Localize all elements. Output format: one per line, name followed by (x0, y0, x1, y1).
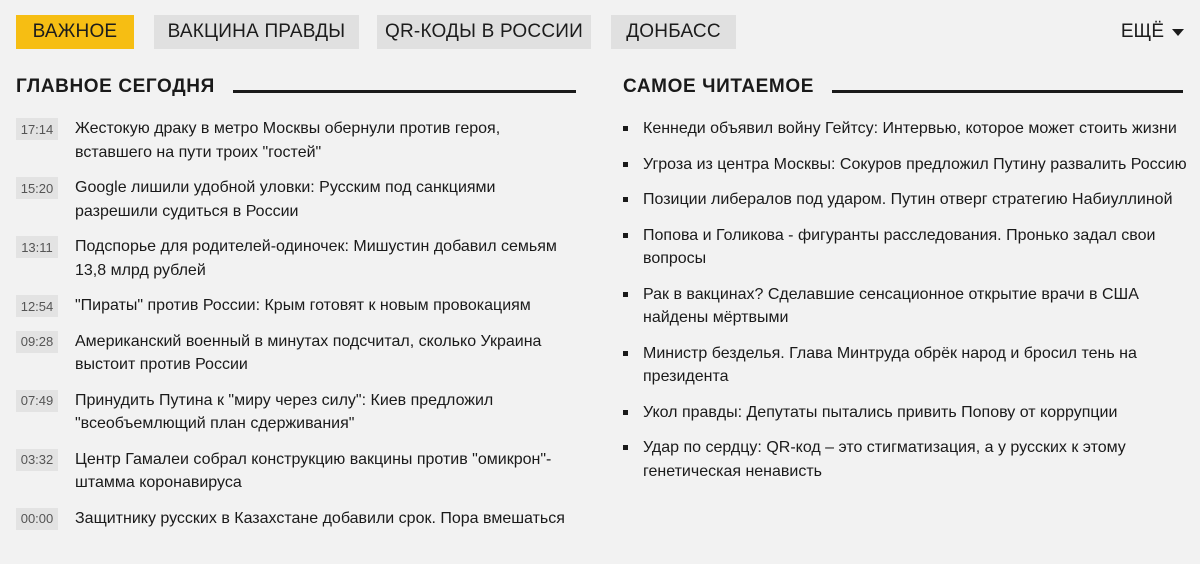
news-time: 09:28 (16, 331, 58, 353)
bullet-icon (623, 445, 628, 450)
news-time: 00:00 (16, 508, 58, 530)
most-read-link[interactable]: Рак в вакцинах? Сделавшие сенсационное открытие врачи в США найдены мёртвыми (643, 285, 1139, 326)
bullet-icon (623, 126, 628, 131)
most-read-link[interactable]: Позиции либералов под ударом. Путин отверг стратегию Набиуллиной (643, 191, 1173, 208)
most-read-link[interactable]: Кеннеди объявил войну Гейтсу: Интервью, которое может стоить жизни (643, 120, 1177, 137)
most-read-link[interactable]: Угроза из центра Москвы: Сокуров предложил Путину развалить Россию (643, 155, 1187, 173)
list-item (623, 401, 1187, 425)
news-item (16, 507, 576, 531)
bullet-icon (623, 162, 628, 167)
bullet-icon (623, 410, 628, 415)
list-item (623, 342, 1187, 389)
chevron-down-icon (1172, 29, 1184, 36)
news-headline-link[interactable]: Принудить Путина к "миру через силу": Киев предложил "всеобъемлющий план сдерживания" (75, 391, 494, 432)
most-read-link[interactable]: Попова и Голикова - фигуранты расследования. Пронько задал свои вопросы (643, 226, 1156, 267)
most-read-title: САМОЕ ЧИТАЕМОЕ (623, 76, 815, 97)
news-headline-link[interactable]: "Пираты" против России: Крым готовят к новым провокациям (75, 297, 531, 314)
list-item (623, 153, 1187, 177)
main-today-header (16, 74, 576, 100)
news-item (16, 176, 576, 223)
news-headline-link[interactable]: Подспорье для родителей-одиночек: Мишустин добавил семьям 13,8 млрд рублей (75, 238, 557, 279)
tab-donbass[interactable]: ДОНБАСС (611, 15, 736, 49)
news-headline-link[interactable]: Американский военный в минутах подсчитал, сколько Украина выстоит против России (75, 332, 542, 373)
more-menu-button[interactable] (1121, 15, 1184, 49)
list-item (623, 224, 1187, 271)
list-item (623, 117, 1187, 141)
most-read-link[interactable]: Министр безделья. Глава Минтруда обрёк народ и бросил тень на президента (643, 344, 1137, 385)
most-read-header (623, 74, 1183, 100)
main-today-list (16, 117, 576, 542)
list-item (623, 436, 1187, 483)
bullet-icon (623, 197, 628, 202)
most-read-link[interactable]: Укол правды: Депутаты пытались привить Попову от коррупции (643, 403, 1118, 421)
topic-tabs (16, 15, 1184, 49)
news-headline-link[interactable]: Центр Гамалеи собрал конструкцию вакцины против "омикрон"-штамма коронавируса (75, 450, 552, 491)
bullet-icon (623, 292, 628, 297)
news-item (16, 330, 576, 377)
news-time: 07:49 (16, 390, 58, 412)
most-read-link[interactable]: Удар по сердцу: QR-код – это стигматизация, а у русских к этому генетическая ненависть (643, 439, 1126, 480)
tab-qr-codes-in-russia[interactable]: QR-КОДЫ В РОССИИ (377, 15, 591, 49)
news-item (16, 117, 576, 164)
bullet-icon (623, 233, 628, 238)
most-read-list (623, 117, 1187, 495)
news-item (16, 448, 576, 495)
section-divider (832, 90, 1183, 93)
news-time: 13:11 (16, 236, 58, 258)
news-time: 12:54 (16, 295, 58, 317)
news-item (16, 389, 576, 436)
tab-vaccine-of-truth[interactable]: ВАКЦИНА ПРАВДЫ (154, 15, 359, 49)
more-label: ЕЩЁ (1120, 21, 1164, 42)
news-time: 03:32 (16, 449, 58, 471)
bullet-icon (623, 351, 628, 356)
main-today-title: ГЛАВНОЕ СЕГОДНЯ (16, 76, 215, 97)
news-item (16, 235, 576, 282)
news-headline-link[interactable]: Жестокую драку в метро Москвы обернули против героя, вставшего на пути троих "гостей" (75, 120, 501, 161)
list-item (623, 283, 1187, 330)
news-time: 17:14 (16, 118, 58, 140)
news-headline-link[interactable]: Защитнику русских в Казахстане добавили срок. Пора вмешаться (75, 509, 565, 527)
section-divider (233, 90, 576, 93)
tab-important[interactable]: ВАЖНОЕ (16, 15, 134, 49)
news-item (16, 294, 576, 318)
list-item (623, 188, 1187, 212)
news-headline-link[interactable]: Google лишили удобной уловки: Русским под санкциями разрешили судиться в России (75, 179, 496, 220)
news-time: 15:20 (16, 177, 58, 199)
